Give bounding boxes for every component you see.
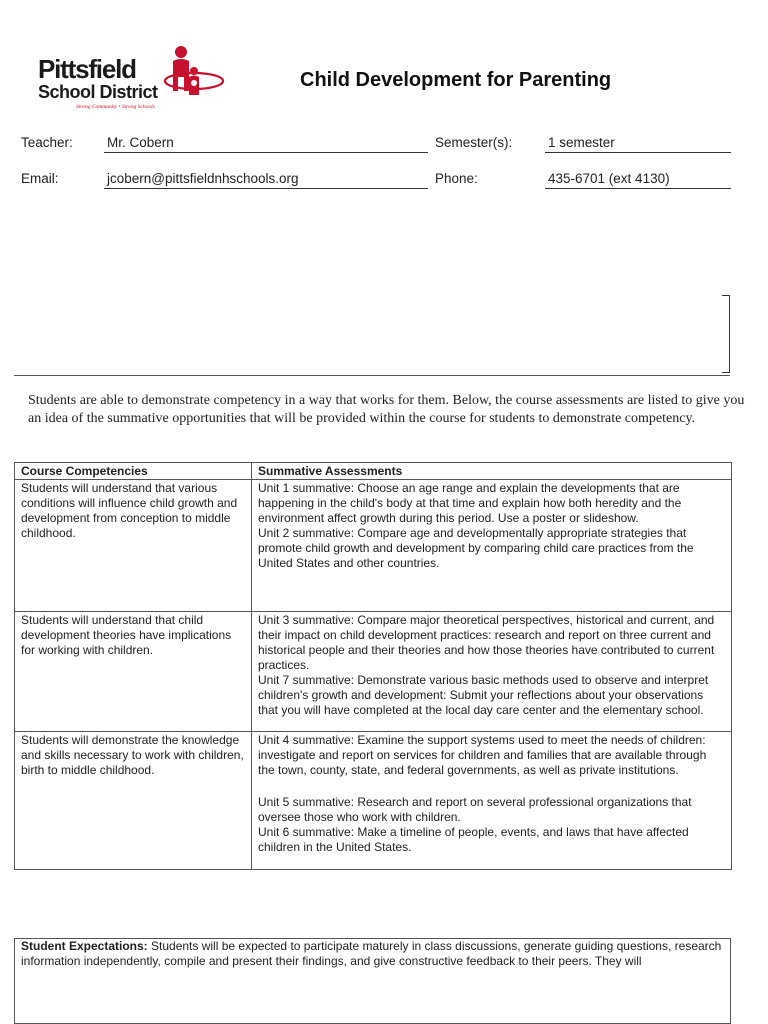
logo-line2: School District	[38, 82, 158, 102]
teacher-label: Teacher:	[21, 135, 73, 150]
expectations-text: Students will be expected to participate maturely in class discussions, generate guiding questions, research information independently, compile and present their findings, and give constructive feedback to their peers. They will	[21, 939, 722, 968]
col-header-assessments: Summative Assessments	[252, 463, 732, 480]
assessment-item: Unit 5 summative: Research and report on several professional organizations that oversee those who work with children.	[258, 795, 692, 824]
family-figure-icon	[164, 45, 226, 107]
assessment-cell	[252, 732, 732, 870]
table-row	[15, 612, 732, 732]
semester-label: Semester(s):	[435, 135, 513, 150]
logo-tagline: Strong Community • Strong Schools	[76, 104, 155, 110]
teacher-value: Mr. Cobern	[104, 135, 428, 153]
assessment-item: Unit 3 summative: Compare major theoretical perspectives, historical and current, and their impact on child development practices: research and report on three current and historical people and their theories and how those theories have contributed to current practices.	[258, 613, 715, 672]
logo-line1: Pittsfield	[38, 54, 136, 84]
assessment-cell	[252, 612, 732, 732]
page-title: Child Development for Parenting	[300, 69, 612, 91]
email-label: Email:	[21, 171, 59, 186]
assessment-cell	[252, 480, 732, 612]
competency-cell: Students will demonstrate the knowledge and skills necessary to work with children, birth to middle childhood.	[15, 732, 252, 870]
table-header-row	[15, 463, 732, 480]
student-expectations-box	[14, 938, 731, 1024]
assessment-item: Unit 1 summative: Choose an age range and explain the developments that are happening in the child's body at that time and explain how both heredity and the environment affect growth during this period. Use a poster or slideshow.	[258, 481, 682, 525]
intro-paragraph: Students are able to demonstrate competency in a way that works for them. Below, the course assessments are listed to give you an idea of the summative opportunities that will be provided within the course for students to demonstrate competency.	[28, 393, 745, 426]
semester-value: 1 semester	[545, 135, 731, 153]
assessment-item: Unit 7 summative: Demonstrate various basic methods used to observe and interpret children's growth and development: Submit your reflections about your observations that you will have completed at the local day care center and the elementary school.	[258, 673, 709, 717]
competency-table	[14, 462, 732, 870]
district-logo	[36, 45, 226, 115]
assessment-item: Unit 4 summative: Examine the support systems used to meet the needs of children: investigate and report on services for children and families that are available through the town, county, state, and federal governments, as well as private institutions.	[258, 733, 707, 777]
assessment-item: Unit 2 summative: Compare age and developmentally appropriate strategies that promote child growth and development by comparing child care practices from the United States and other countries.	[258, 526, 694, 570]
side-bracket	[722, 295, 730, 373]
phone-value: 435-6701 (ext 4130)	[545, 171, 731, 189]
competency-cell: Students will understand that various conditions will influence child growth and development from conception to middle childhood.	[15, 480, 252, 612]
table-row	[15, 732, 732, 870]
assessment-item: Unit 6 summative: Make a timeline of people, events, and laws that have affected children in the United States.	[258, 825, 689, 854]
table-row	[15, 480, 732, 612]
phone-label: Phone:	[435, 171, 478, 186]
col-header-competencies: Course Competencies	[15, 463, 252, 480]
expectations-label: Student Expectations:	[21, 939, 148, 953]
competency-cell: Students will understand that child development theories have implications for working with children.	[15, 612, 252, 732]
section-divider	[14, 375, 730, 376]
email-value: jcobern@pittsfieldnhschools.org	[104, 171, 428, 189]
